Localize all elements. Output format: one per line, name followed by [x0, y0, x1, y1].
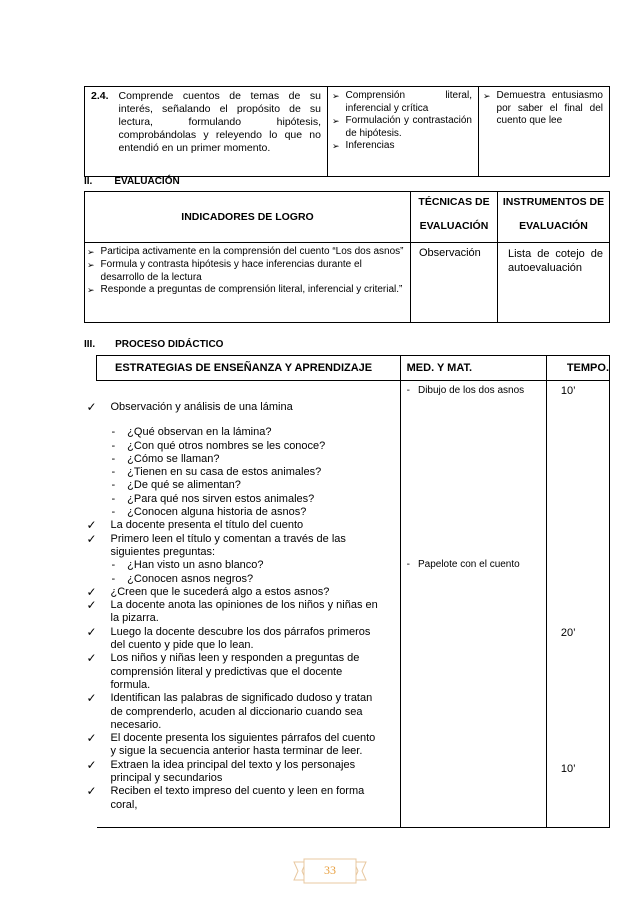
indicador-1: Participa activamente en la comprensión del cuento “Los dos asnos”: [100, 246, 404, 257]
check-icon: ✓: [86, 651, 97, 666]
check-icon: ✓: [86, 784, 97, 799]
header-tiempo: TEMPO.: [546, 356, 609, 381]
step-item: Luego la docente descubre los dos párrafos primeros del cuento y pide que lo lean.: [110, 625, 371, 652]
tiempo-cell: [546, 381, 609, 828]
competencia-cell: [85, 87, 328, 177]
questions-list: - ¿Qué observan en la lámina? - ¿Con qué otros nombres se les conoce? - ¿Cómo se llaman? - ¿Tienen en su casa de estos animales? - ¿De qué se alimentan? - ¿Para qué nos sirven estos animales? - ¿Conocen alguna historia de asnos?: [111, 426, 326, 519]
question-item: ¿Han visto un asno blanco?: [127, 559, 264, 572]
competencia-code: 2.4.: [91, 90, 109, 102]
question-item: ¿Con qué otros nombres se les conoce?: [127, 439, 326, 452]
question-item: ¿Conocen alguna historia de asnos?: [127, 506, 307, 519]
step-item: El docente presenta los siguientes párrafos del cuento y sigue la secuencia anterior hasta terminar de leer.: [110, 732, 376, 758]
competencia-text: Comprende cuentos de temas de su interés, señalando el propósito de su lectura, formulando hipótesis, comprobándolas y releyendo lo que no entendió en un primer momento.: [118, 90, 321, 154]
section-title: EVALUACIÓN: [114, 176, 180, 187]
check-icon: ✓: [86, 598, 97, 613]
tecnica-cell: [411, 243, 498, 323]
question-item: ¿De qué se alimentan?: [127, 479, 241, 492]
arrow-bullet-icon: ➢: [87, 285, 95, 296]
header-instrumentos: INSTRUMENTOS DE EVALUACIÓN: [498, 192, 610, 243]
check-icon: ✓: [86, 691, 97, 706]
instrumento-text: Lista de cotejo de autoevaluación: [508, 248, 603, 274]
time-item: 10’: [560, 763, 576, 775]
arrow-bullet-icon: ➢: [87, 247, 95, 257]
capacidad-3: Inferencias: [345, 140, 395, 152]
proceso-table: [86, 355, 610, 828]
arrow-bullet-icon: ➢: [332, 141, 340, 152]
section-number: III.: [84, 339, 96, 350]
estrategias-cell: ✓ Observación y análisis de una lámina - ¿Qué observan en la lámina? - ¿Con qué otros nombres se les conoce? - ¿Cómo se llaman? - ¿Tienen en su casa de estos animales? - ¿De qué se alimentan? - ¿Para qué nos sirven estos animales? - ¿Conocen alguna historia de asnos? ✓ La docente presenta el título del cuento ✓ Primero leen el título y comentan a través de las siguientes preguntas: - ¿Han visto un asno blanco? - ¿Conocen asnos negros? ✓ ¿Creen que le sucederá algo a estos asnos? ✓ La docente anota las opiniones de los niños y niñas en la pizarra. ✓ Luego la docente descubre los dos párrafos primeros del cuento y pide que lo lean. ✓ Los niños y niñas leen y responden a preguntas de comprensión literal y predictivas que el docente formula. ✓ Identifican las palabras de significado dudoso y tratan de comprenderlo, acuden al diccionario cuando sea necesario. ✓ El docente presenta los siguientes párrafos del cuento y sigue la secuencia anterior hasta terminar de leer. ✓ Extraen la idea principal del texto y los personajes principal y secundarios ✓ Reciben el texto impreso del cuento y leen en forma coral,: [97, 381, 401, 828]
arrow-bullet-icon: ➢: [87, 260, 95, 270]
check-icon: ✓: [86, 531, 97, 546]
section-number: II.: [84, 176, 93, 187]
arrow-bullet-icon: ➢: [483, 91, 491, 101]
time-item: 10’: [560, 385, 576, 397]
check-icon: ✓: [86, 624, 97, 639]
actitudes-cell: [479, 87, 610, 177]
arrow-bullet-icon: ➢: [332, 91, 340, 101]
step-item: La docente presenta el título del cuento: [110, 519, 304, 532]
check-icon: ✓: [86, 757, 97, 772]
medios-cell: [400, 381, 546, 828]
check-icon: ✓: [86, 731, 97, 746]
step-item: Reciben el texto impreso del cuento y leen en forma coral,: [110, 785, 365, 811]
capacidad-1: Comprensión literal, inferencial y crítica: [345, 90, 472, 114]
observacion-text: Observación y análisis de una lámina: [110, 401, 293, 413]
competencia-table: [84, 86, 610, 177]
question-item: ¿Tienen en su casa de estos animales?: [127, 466, 322, 479]
step-item: Los niños y niñas leen y responden a preguntas de comprensión literal y predictivas que el docente formula.: [110, 652, 360, 691]
time-item: 20’: [560, 627, 576, 639]
section-proceso-heading: [84, 339, 223, 350]
capacidad-2: Formulación y contrastación de hipótesis.: [345, 115, 472, 139]
evaluacion-table: [84, 191, 610, 323]
step-item: Identifican las palabras de significado dudoso y tratan de comprenderlo, acuden al diccionario cuando sea necesario.: [110, 692, 373, 731]
header-tecnicas: TÉCNICAS DE EVALUACIÓN: [411, 192, 498, 243]
check-icon: ✓: [86, 400, 97, 414]
page-number: 33: [324, 863, 336, 877]
step-item: Extraen la idea principal del texto y los personajes principal y secundarios: [110, 758, 356, 785]
question-item: ¿Para qué nos sirven estos animales?: [127, 492, 315, 505]
section-title: PROCESO DIDÁCTICO: [115, 339, 224, 350]
arrow-bullet-icon: ➢: [332, 116, 340, 127]
indicador-3: Responde a preguntas de comprensión literal, inferencial y criterial.”: [100, 284, 403, 296]
check-icon: ✓: [86, 584, 97, 599]
material-item: - Dibujo de los dos asnos: [406, 385, 525, 396]
step-item: ¿Creen que le sucederá algo a estos asnos?: [110, 585, 330, 598]
section-evaluacion-heading: [84, 176, 180, 187]
question-item: ¿Conocen asnos negros?: [127, 572, 254, 585]
actitud-1: Demuestra entusiasmo por saber el final del cuento que lee: [496, 90, 603, 127]
header-estrategias: ESTRATEGIAS DE ENSEÑANZA Y APRENDIZAJE: [97, 356, 401, 381]
indicadores-cell: [85, 243, 411, 323]
step-item: La docente anota las opiniones de los niños y niñas en la pizarra.: [110, 599, 378, 625]
header-medios: MED. Y MAT.: [400, 356, 546, 381]
question-item: ¿Cómo se llaman?: [127, 452, 220, 465]
question-item: ¿Qué observan en la lámina?: [127, 426, 272, 439]
check-icon: ✓: [86, 518, 97, 533]
header-indicadores: INDICADORES DE LOGRO: [85, 192, 411, 243]
page-number-frame: [292, 858, 368, 884]
tecnica-text: Observación: [419, 247, 481, 259]
indicador-2: Formula y contrasta hipótesis y hace inferencias durante el desarrollo de la lectura: [100, 259, 362, 283]
instrumento-cell: [498, 243, 610, 323]
step-item: Primero leen el título y comentan a través de las siguientes preguntas:: [110, 532, 346, 558]
material-item: - Papelote con el cuento: [406, 559, 520, 570]
capacidades-cell: [328, 87, 479, 177]
